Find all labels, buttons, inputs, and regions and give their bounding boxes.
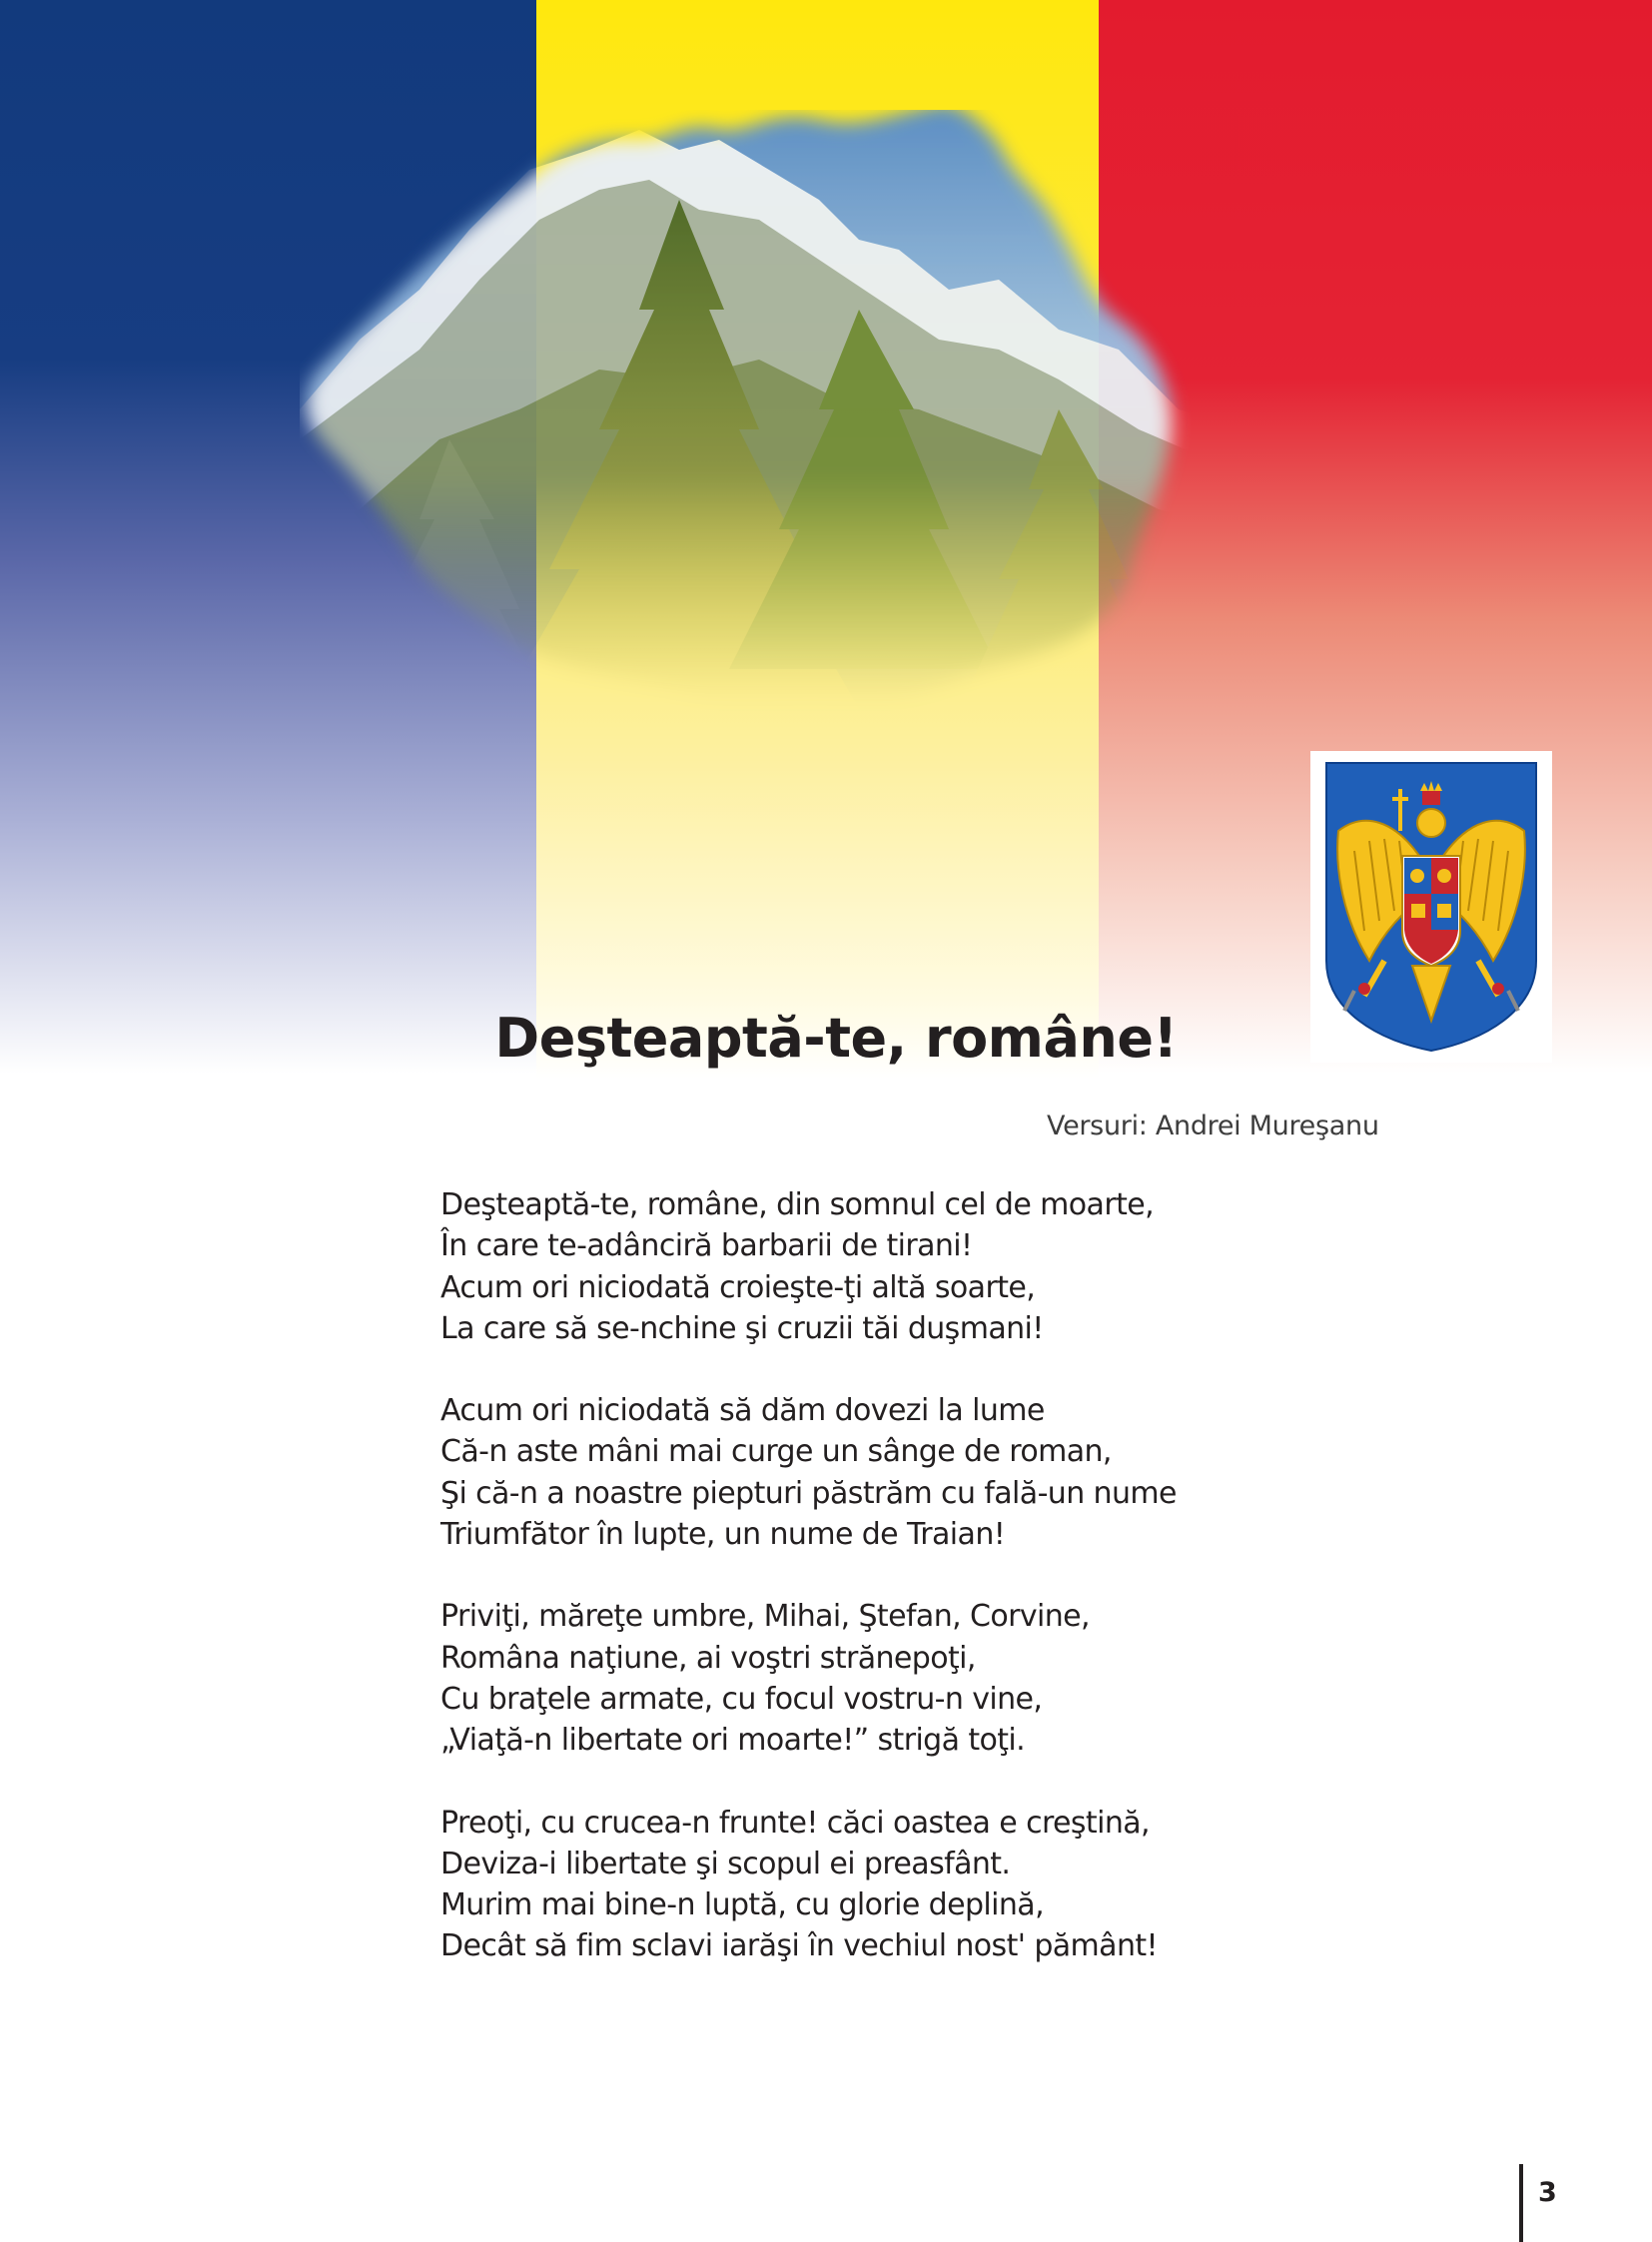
verse-line: Preoţi, cu crucea-n frunte! căci oastea e creştină, — [440, 1805, 1150, 1841]
stanza-1 — [440, 1184, 1200, 1349]
verse-line: Triumfător în lupte, un nume de Traian! — [440, 1517, 1006, 1553]
verse-line: În care te-adânciră barbarii de tirani! — [440, 1228, 973, 1264]
author-line: Versuri: Andrei Mureşanu — [1047, 1111, 1379, 1141]
page-number: 3 — [1538, 2177, 1557, 2208]
verse-line: Decât să fim sclavi iarăşi în vechiul nost' pământ! — [440, 1928, 1158, 1964]
verse-line: „Viaţă-n libertate ori moarte!” strigă toţi. — [440, 1723, 1026, 1759]
mountain-landscape-map-icon — [300, 110, 1278, 789]
verse-line: Cu braţele armate, cu focul vostru-n vine, — [440, 1681, 1043, 1717]
verse-line: Murim mai bine-n luptă, cu glorie deplină, — [440, 1887, 1045, 1923]
verse-line: Acum ori niciodată să dăm dovezi la lume — [440, 1393, 1045, 1429]
verse-line: Şi că-n a noastre piepturi păstrăm cu fală-un nume — [440, 1475, 1177, 1511]
verse-line: Acum ori niciodată croieşte-ţi altă soarte, — [440, 1269, 1036, 1305]
poem-body — [440, 1184, 1200, 2008]
stanza-2 — [440, 1390, 1200, 1555]
stanza-4 — [440, 1803, 1200, 1967]
verse-line: La care să se-nchine şi cruzii tăi duşmani! — [440, 1310, 1044, 1346]
verse-line: Deşteaptă-te, române, din somnul cel de moarte, — [440, 1187, 1155, 1222]
verse-line: Că-n aste mâni mai curge un sânge de roman, — [440, 1434, 1112, 1470]
stanza-3 — [440, 1596, 1200, 1761]
page-number-rule — [1519, 2164, 1523, 2242]
poem-title: Deşteaptă-te, române! — [494, 1007, 1178, 1070]
verse-line: Priviţi, măreţe umbre, Mihai, Ştefan, Corvine, — [440, 1599, 1090, 1635]
verse-line: Românа naţiune, ai voştri strănepoţi, — [440, 1640, 976, 1676]
verse-line: Deviza-i libertate şi scopul ei preasfânt. — [440, 1846, 1011, 1881]
